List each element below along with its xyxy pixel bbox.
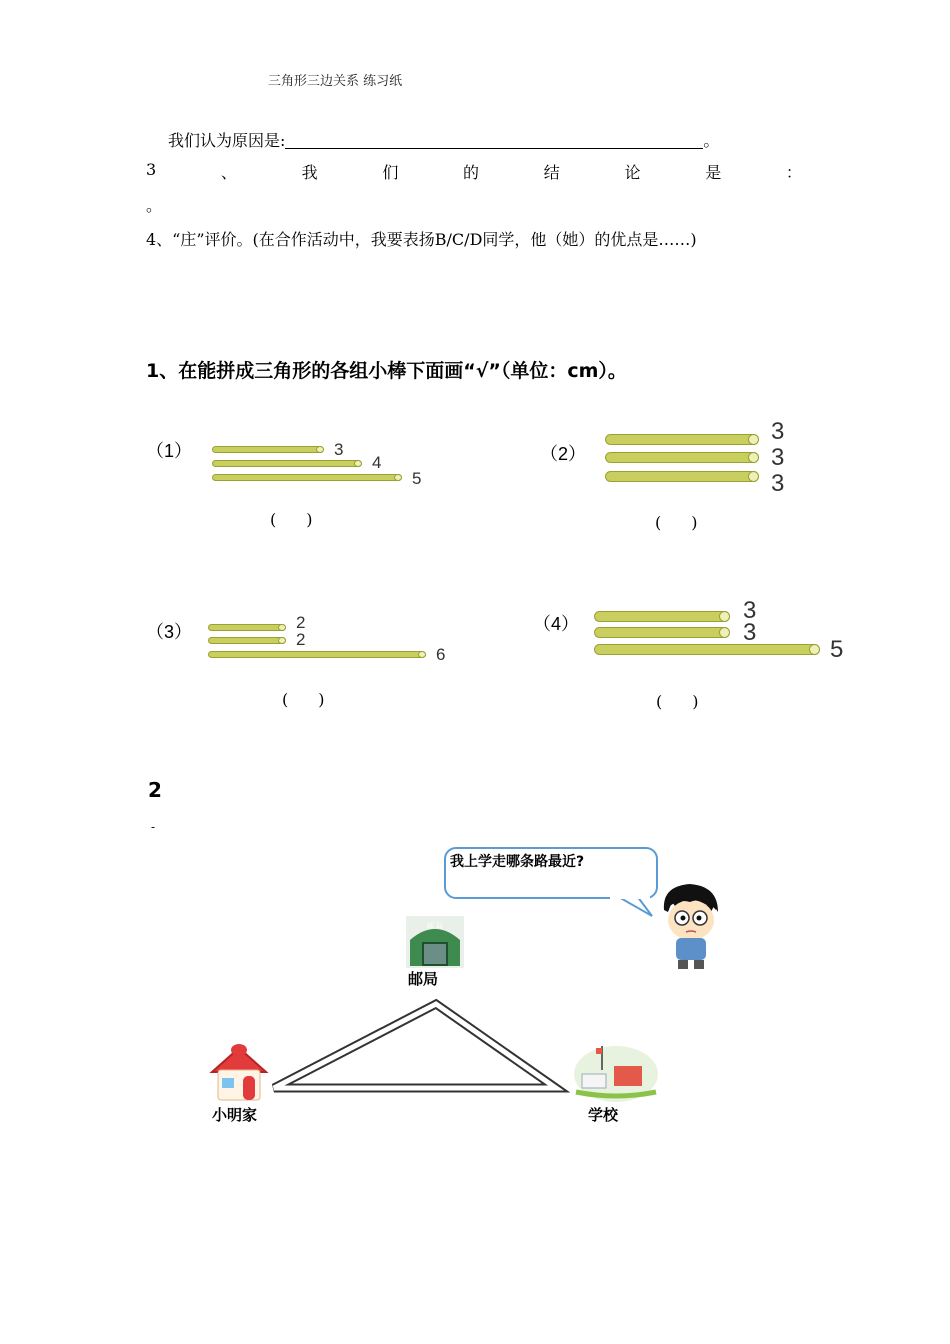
conclusion-part: ：: [785, 163, 802, 182]
group-2-stick-3: [605, 471, 759, 482]
post-office-icon: [406, 916, 464, 968]
group-1-stick-3: [212, 474, 402, 481]
group-4-stick-1: [594, 611, 730, 622]
group-1-label: （1）: [146, 441, 193, 461]
group-3-stick-1: [208, 624, 286, 631]
group-1-length-2: 4: [372, 453, 382, 472]
conclusion-part: 们: [382, 163, 399, 182]
conclusion-end: 。: [146, 196, 163, 215]
conclusion-part: 结: [543, 163, 560, 182]
post-office-label: 邮局: [408, 970, 439, 988]
conclusion-part: 论: [624, 163, 641, 182]
reason-end: 。: [703, 131, 720, 150]
conclusion-part: 我: [301, 163, 318, 182]
group-2-length-3: 3: [771, 470, 785, 497]
conclusion-part: 的: [463, 163, 480, 182]
group-2-length-2: 3: [771, 444, 785, 471]
conclusion-part: 、: [220, 163, 237, 182]
group-1-length-3: 5: [412, 469, 422, 488]
speech-bubble-text: 我上学走哪条路最近?: [450, 854, 585, 870]
group-4-stick-3: [594, 644, 820, 655]
group-4-length-1: 3: [743, 597, 757, 624]
house-icon: [208, 1042, 270, 1102]
group-4-length-3: 5: [830, 636, 844, 663]
page-header: 三角形三边关系 练习纸: [268, 74, 403, 89]
school-icon: [572, 1040, 660, 1102]
group-2-stick-2: [605, 452, 759, 463]
group-2-answer[interactable]: ( ): [655, 513, 698, 532]
group-1-stick-2: [212, 460, 362, 467]
route-triangle: [260, 996, 570, 1100]
reason-line: [168, 128, 719, 151]
group-3-length-3: 6: [436, 645, 446, 664]
question-1-title: 1、在能拼成三角形的各组小棒下面画“√”（单位：cm）。: [146, 360, 627, 382]
home-label: 小明家: [212, 1106, 258, 1124]
group-3-answer[interactable]: ( ): [282, 690, 325, 709]
conclusion-line: [146, 160, 802, 183]
school-label: 学校: [588, 1106, 619, 1124]
group-4-answer[interactable]: ( ): [656, 692, 699, 711]
group-3-length-2: 2: [296, 630, 306, 649]
post-office-sign: 邮 局: [426, 922, 444, 930]
reason-blank[interactable]: [285, 132, 703, 149]
group-1-length-1: 3: [334, 440, 344, 459]
question-2-mark: -: [151, 820, 156, 834]
group-2-stick-1: [605, 434, 759, 445]
group-3-stick-3: [208, 651, 426, 658]
group-4-label: （4）: [533, 614, 580, 634]
group-3-length-1: 2: [296, 613, 306, 632]
group-4-stick-2: [594, 627, 730, 638]
conclusion-part: 3: [146, 160, 157, 179]
group-3-label: （3）: [146, 622, 193, 642]
reason-label: 我们认为原因是:: [168, 131, 286, 150]
evaluation-text: 4、“庄”评价。(在合作活动中，我要表扬B/C/D同学，他（她）的优点是……): [146, 230, 697, 249]
group-1-stick-1: [212, 446, 324, 453]
question-2-number: 2: [148, 778, 162, 802]
group-2-length-1: 3: [771, 418, 785, 445]
group-3-stick-2: [208, 637, 286, 644]
boy-character-icon: [656, 880, 726, 972]
group-1-answer[interactable]: ( ): [270, 510, 313, 529]
conclusion-part: 是: [705, 163, 722, 182]
group-2-label: （2）: [540, 444, 587, 464]
group-4-length-2: 3: [743, 619, 757, 646]
